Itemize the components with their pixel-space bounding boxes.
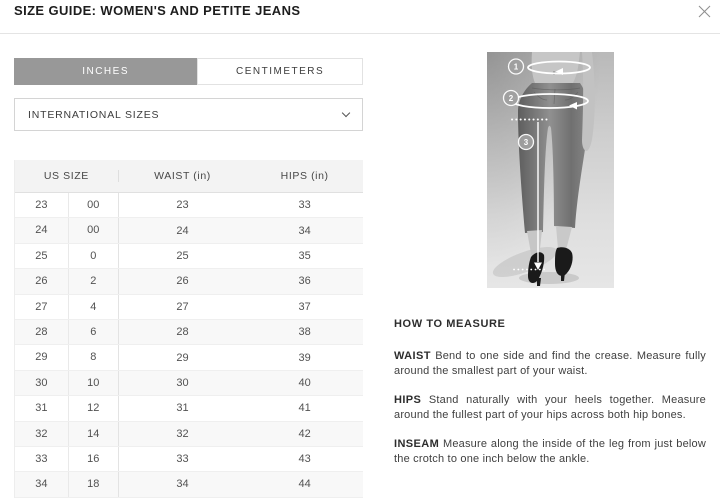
measure-item-waist: [394, 349, 706, 379]
table-cell: 40: [298, 376, 311, 389]
table-cell: 33: [15, 447, 69, 471]
close-button[interactable]: [692, 1, 716, 25]
table-cell: 25: [176, 249, 189, 262]
table-row: [15, 422, 363, 447]
measure-item-inseam: [394, 437, 706, 467]
table-cell: 38: [298, 326, 311, 339]
table-cell: 37: [298, 300, 311, 313]
how-to-measure-heading: HOW TO MEASURE: [394, 318, 506, 330]
measurement-photo: [487, 52, 614, 288]
measure-term: WAIST: [394, 350, 431, 362]
table-cell: 23: [176, 199, 189, 212]
size-table: [14, 160, 363, 498]
table-cell: 26: [176, 275, 189, 288]
tab-inches[interactable]: INCHES: [14, 58, 197, 85]
svg-text:3: 3: [523, 137, 528, 147]
unit-tabs: [14, 58, 363, 85]
measure-term: INSEAM: [394, 438, 440, 450]
table-cell: 41: [298, 402, 311, 415]
column-header-us-size: US SIZE: [15, 170, 119, 182]
table-cell: 23: [15, 193, 69, 217]
table-cell: 42: [298, 427, 311, 440]
dropdown-selected-label: INTERNATIONAL SIZES: [28, 108, 160, 121]
close-icon: [698, 5, 711, 21]
svg-text:2: 2: [508, 93, 513, 103]
badge-2: [503, 91, 518, 106]
table-cell: 33: [176, 453, 189, 466]
table-cell: 44: [298, 478, 311, 491]
table-cell: 28: [176, 326, 189, 339]
table-cell: 10: [69, 371, 119, 395]
size-guide-right-column: [394, 52, 706, 481]
table-cell: 31: [15, 396, 69, 420]
tab-centimeters[interactable]: CENTIMETERS: [197, 58, 363, 85]
column-header-hips: HIPS (in): [280, 170, 329, 182]
table-row: [15, 396, 363, 421]
table-cell: 34: [298, 224, 311, 237]
table-cell: 34: [15, 472, 69, 496]
badge-1: [508, 59, 523, 74]
size-table-body: [15, 193, 363, 498]
table-cell: 34: [176, 478, 189, 491]
table-cell: 33: [298, 199, 311, 212]
table-row: [15, 295, 363, 320]
table-cell: 8: [69, 345, 119, 369]
table-row: [15, 371, 363, 396]
table-row: [15, 244, 363, 269]
table-row: [15, 269, 363, 294]
table-cell: 29: [15, 345, 69, 369]
table-row: [15, 472, 363, 497]
table-cell: 27: [15, 295, 69, 319]
table-cell: 29: [176, 351, 189, 364]
table-cell: 35: [298, 249, 311, 262]
table-cell: 24: [15, 218, 69, 242]
table-cell: 12: [69, 396, 119, 420]
svg-text:1: 1: [513, 62, 518, 72]
measure-text: Stand naturally with your heels together. Measure around the fullest part of your hips across both hip bones.: [394, 394, 706, 421]
table-cell: 32: [15, 422, 69, 446]
size-table-header: [15, 160, 363, 193]
table-cell: 32: [176, 427, 189, 440]
table-cell: 18: [69, 472, 119, 496]
chevron-down-icon: [342, 109, 350, 117]
how-to-measure-section: [394, 318, 706, 467]
measure-term: HIPS: [394, 394, 422, 406]
feet-shadow: [519, 272, 579, 284]
table-row: [15, 193, 363, 218]
table-cell: 4: [69, 295, 119, 319]
table-cell: 14: [69, 422, 119, 446]
modal-header: [0, 0, 720, 34]
table-cell: 30: [176, 376, 189, 389]
table-cell: 30: [15, 371, 69, 395]
table-cell: 36: [298, 275, 311, 288]
table-cell: 43: [298, 453, 311, 466]
table-cell: 6: [69, 320, 119, 344]
table-cell: 31: [176, 402, 189, 415]
table-cell: 24: [176, 224, 189, 237]
table-cell: 25: [15, 244, 69, 268]
size-guide-left-column: [14, 58, 363, 498]
column-header-waist: WAIST (in): [154, 170, 211, 182]
table-cell: 0: [69, 244, 119, 268]
table-row: [15, 345, 363, 370]
table-row: [15, 447, 363, 472]
table-cell: 00: [69, 193, 119, 217]
badge-3: [518, 135, 533, 150]
table-row: [15, 320, 363, 345]
table-cell: 27: [176, 300, 189, 313]
measure-item-hips: [394, 393, 706, 423]
table-cell: 2: [69, 269, 119, 293]
table-cell: 00: [69, 218, 119, 242]
table-cell: 28: [15, 320, 69, 344]
international-sizes-dropdown[interactable]: [14, 98, 363, 131]
table-cell: 26: [15, 269, 69, 293]
table-row: [15, 218, 363, 243]
modal-title: SIZE GUIDE: WOMEN'S AND PETITE JEANS: [14, 3, 301, 18]
measure-text: Measure along the inside of the leg from just below the crotch to one inch below the ankle.: [394, 438, 706, 465]
table-cell: 39: [298, 351, 311, 364]
measure-text: Bend to one side and find the crease. Measure fully around the smallest part of your waist.: [394, 350, 706, 377]
table-cell: 16: [69, 447, 119, 471]
